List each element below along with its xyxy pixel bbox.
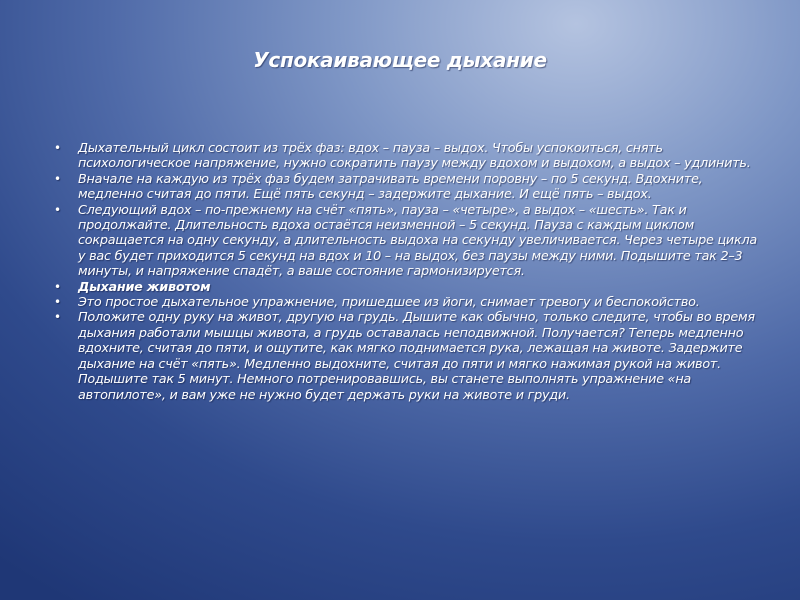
slide-title: Успокаивающее дыхание xyxy=(253,48,547,72)
bullet-text: Дыхательный цикл состоит из трёх фаз: вдох – пауза – выдох. Чтобы успокоиться, снять психологическое напряжение, нужно сократить паузу между вдохом и выдохом, а выдох – удлинить. xyxy=(78,141,751,172)
bullet-text: Следующий вдох – по-прежнему на счёт «пять», пауза – «четыре», а выдох – «шесть». Так и продолжайте. Длительность вдоха остаётся неизменной – 5 секунд. Пауза с каждым циклом сокращается на одну секунду, а длительность выдоха на секунду увеличивается. Через четыре цикла у вас будет приходится 5 секунд на вдох и 10 – на выдох, без паузы между ними. Подышите так 2–3 минуты, и напряжение спадёт, а ваше состояние гармонизируется. xyxy=(78,202,757,280)
section-heading xyxy=(54,280,760,295)
bullet-icon: • xyxy=(54,279,61,294)
bullet-item xyxy=(54,295,760,310)
bullet-text: Это простое дыхательное упражнение, пришедшее из йоги, снимает тревогу и беспокойство. xyxy=(78,295,700,311)
bullet-list xyxy=(54,141,760,403)
bullet-item xyxy=(54,172,760,203)
bullet-item xyxy=(54,141,760,172)
bullet-icon: • xyxy=(54,171,61,186)
section-heading-text: Дыхание животом xyxy=(78,279,211,295)
bullet-icon: • xyxy=(54,295,61,310)
bullet-icon: • xyxy=(54,141,61,155)
bullet-item xyxy=(54,203,760,280)
bullet-text: Положите одну руку на живот, другую на грудь. Дышите как обычно, только следите, чтобы во время дыхания работали мышцы живота, а грудь оставалась неподвижной. Получается? Теперь медленно вдохните, считая до пяти, и ощутите, как мягко поднимается рука, лежащая на животе. Задержите дыхание на счёт «пять». Медленно выдохните, считая до пяти и мягко нажимая рукой на живот. Подышите так 5 минут. Немного потренировавшись, вы станете выполнять упражнение «на автопилоте», и вам уже не нужно будет держать руки на животе и груди. xyxy=(78,310,755,403)
bullet-icon: • xyxy=(54,202,61,217)
bullet-text: Вначале на каждую из трёх фаз будем затрачивать времени поровну – по 5 секунд. Вдохните, медленно считая до пяти. Ещё пять секунд – задержите дыхание. И ещё пять – выдох. xyxy=(78,171,703,203)
bullet-item xyxy=(54,310,760,402)
bullet-icon: • xyxy=(54,310,61,325)
